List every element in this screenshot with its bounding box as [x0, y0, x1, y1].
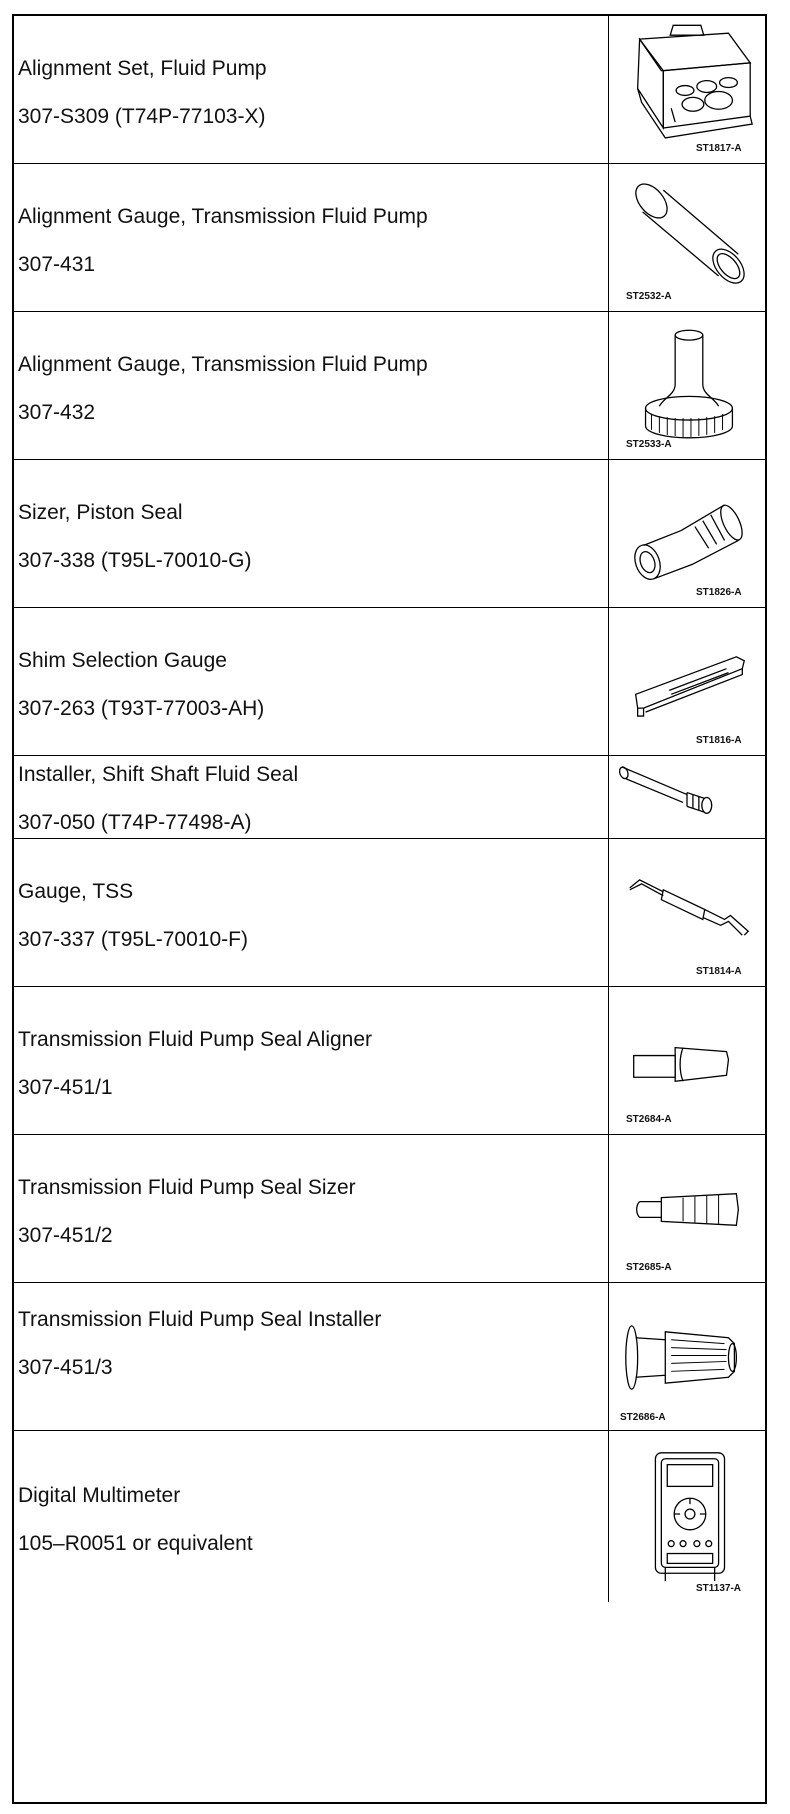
image-code: ST2684-A [626, 1114, 672, 1125]
tool-image-cell [610, 1135, 765, 1282]
tss-gauge-icon [610, 839, 765, 986]
tool-description-cell [14, 839, 609, 986]
tool-name: Gauge, TSS [18, 880, 134, 903]
image-code: ST2685-A [626, 1262, 672, 1273]
tool-name: Transmission Fluid Pump Seal Installer [18, 1308, 382, 1331]
shift-shaft-seal-installer-icon [610, 756, 765, 838]
tool-description-cell [14, 312, 609, 459]
tool-number: 307-451/3 [18, 1356, 113, 1379]
pump-seal-aligner-icon [610, 987, 765, 1134]
shim-selection-gauge-icon [610, 608, 765, 755]
tool-description-cell [14, 756, 609, 838]
alignment-gauge-knurled-icon [610, 312, 765, 459]
tool-number: 307-263 (T93T-77003-AH) [18, 697, 265, 720]
tool-row [14, 1431, 765, 1602]
tool-row [14, 164, 765, 312]
tool-name: Digital Multimeter [18, 1484, 181, 1507]
tool-image-cell [610, 987, 765, 1134]
piston-seal-sizer-icon [610, 460, 765, 607]
pump-seal-installer-icon [610, 1283, 765, 1430]
tool-name: Transmission Fluid Pump Seal Aligner [18, 1028, 373, 1051]
image-code: ST2532-A [626, 291, 672, 302]
tool-row [14, 16, 765, 164]
tool-image-cell [610, 1283, 765, 1430]
tool-row [14, 608, 765, 756]
image-code: ST1814-A [696, 966, 742, 977]
tool-name: Shim Selection Gauge [18, 649, 227, 672]
alignment-gauge-sleeve-icon [610, 164, 765, 311]
tool-image-cell [610, 608, 765, 755]
tool-number: 307-431 [18, 253, 96, 276]
tool-image-cell [610, 164, 765, 311]
tool-image-cell [610, 312, 765, 459]
tool-number: 307-451/2 [18, 1224, 113, 1247]
tool-row [14, 756, 765, 839]
tool-row [14, 1283, 765, 1431]
tool-number: 307-S309 (T74P-77103-X) [18, 105, 266, 128]
tool-number: 307-050 (T74P-77498-A) [18, 811, 252, 834]
image-code: ST2533-A [626, 439, 672, 450]
tool-row [14, 839, 765, 987]
image-code: ST1137-A [696, 1583, 742, 1594]
special-tools-table [12, 14, 767, 1804]
tool-image-cell [610, 756, 765, 838]
tool-description-cell [14, 164, 609, 311]
digital-multimeter-icon [610, 1431, 765, 1602]
tool-number: 307-451/1 [18, 1076, 113, 1099]
tool-number: 105–R0051 or equivalent [18, 1532, 253, 1555]
tool-row [14, 312, 765, 460]
tool-number: 307-337 (T95L-70010-F) [18, 928, 248, 951]
tool-image-cell [610, 460, 765, 607]
tool-description-cell [14, 460, 609, 607]
tool-row [14, 987, 765, 1135]
tool-description-cell [14, 1431, 609, 1602]
tool-name: Alignment Gauge, Transmission Fluid Pump [18, 353, 428, 376]
tool-description-cell [14, 608, 609, 755]
tool-description-cell [14, 16, 609, 163]
tool-description-cell [14, 1283, 609, 1430]
tool-row [14, 1135, 765, 1283]
image-code: ST2686-A [620, 1412, 666, 1423]
tool-name: Sizer, Piston Seal [18, 501, 183, 524]
tool-row [14, 460, 765, 608]
tool-name: Alignment Set, Fluid Pump [18, 57, 267, 80]
tool-number: 307-338 (T95L-70010-G) [18, 549, 252, 572]
tool-description-cell [14, 987, 609, 1134]
tool-image-cell [610, 1431, 765, 1602]
pump-seal-sizer-icon [610, 1135, 765, 1282]
image-code: ST1826-A [696, 587, 742, 598]
tool-image-cell [610, 839, 765, 986]
tool-description-cell [14, 1135, 609, 1282]
tool-name: Alignment Gauge, Transmission Fluid Pump [18, 205, 428, 228]
tool-name: Installer, Shift Shaft Fluid Seal [18, 763, 299, 786]
fluid-pump-alignment-set-case-icon [610, 16, 765, 163]
image-code: ST1817-A [696, 143, 742, 154]
tool-name: Transmission Fluid Pump Seal Sizer [18, 1176, 356, 1199]
tool-image-cell [610, 16, 765, 163]
tool-number: 307-432 [18, 401, 96, 424]
image-code: ST1816-A [696, 735, 742, 746]
